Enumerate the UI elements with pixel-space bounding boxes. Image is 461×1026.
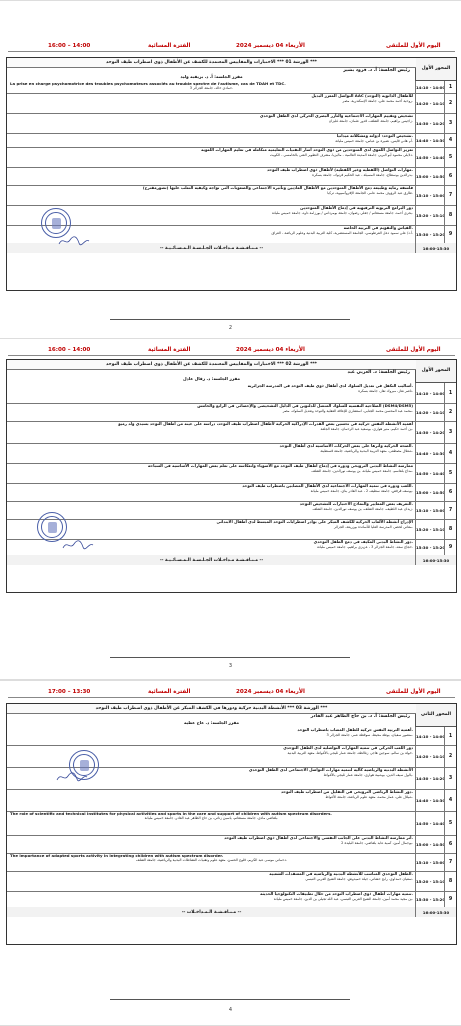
presentation-title: اللعب ودوره في تنمية المهارات الاجتماعية لدى الأطفال المصابين باضطراب طيف التوحد. (242, 483, 413, 488)
row-number: 2 (444, 403, 456, 421)
presentation-authors: أم هاني قايس، نصيرة بن عباس، جامعة خميس مليانة. (335, 138, 413, 143)
presentation-authors: بلقاضي مادي، جامعة مستغانم، ياسين زناتي، بن حاج الطاهر عبد القادر، جامعة خميس مليانة. (144, 816, 279, 821)
presentation-cell (7, 463, 416, 483)
time-range: 17:00 – 13:30 (48, 689, 91, 695)
axis-label: المحور الأول (415, 360, 456, 383)
presentation-cell (7, 113, 416, 133)
table-row (7, 501, 456, 520)
time-slot: 14:10 - 14:00 (415, 727, 445, 745)
presentation-cell (7, 185, 416, 205)
table-row (7, 113, 456, 134)
session-chair: رئيس الجلسة: أ. د. بن حاج الطاهر عبد القادر (310, 714, 410, 719)
row-number: 1 (444, 383, 456, 403)
row-number: 9 (444, 891, 456, 907)
presentation-title: تنمية مهارات أطفال ذوي اضطراب التوحد من خلال تطبيقات التكنولوجيا الحديثة. (260, 891, 413, 896)
presentation-title: تشخيص وتقييم المهارات الاجتماعية والتآزر البصري الحركي لدى الطفل التوحدي (259, 113, 413, 118)
page-header (0, 41, 461, 53)
presentation-title: أهمية التربية النفس حركية للطفل المصاب باضطراب التوحد. (297, 727, 413, 732)
presentation-authors: بن مجيد محمد أمين، جامعة الشيخ العربي التبسي، عبد الله تجيلي بن الدين، جامعة خميس مليانة. (273, 896, 413, 901)
presentation-title: تعزيز التواصل اللغوي لدى المتوحدين من ذوي التوحد أسار التقنيات التعليمية متكاملة في تعليم المهارات اللغوية (201, 147, 413, 152)
axis-label: المحور الثاني (415, 704, 456, 727)
presentation-authors: بن أحمد حكيم، منير هواري، بوسعيد عبد الرحمان، جامعة الجلفة. (320, 426, 413, 431)
table-row (7, 727, 456, 746)
presentation-title: القياس والتقويم في التربية الخاصة. (343, 225, 413, 230)
discussion-cell (7, 907, 416, 917)
period-label: الفترة المسائية (148, 347, 191, 353)
presentation-authors: دحماني موسى عبد الكريم، قلوج الحسن، معهد علوم وتقنيات النشاطات البدنية والرياضية، جامعة الشلف. (135, 858, 288, 863)
time-slot: 14:50 - 14:40 (415, 147, 445, 167)
time-slot: 15:00 - 14:50 (415, 835, 445, 853)
table-row (7, 463, 456, 484)
page-footer-line (110, 999, 350, 1000)
session-table (6, 703, 457, 945)
presentation-cell (7, 403, 416, 421)
presentation-title: La prise en charge psychomotrice des troubles psychomoteurs associés au trouble spectre de l'autisme, cas de TDAH et TDC. (10, 81, 286, 86)
row-number: 3 (444, 421, 456, 443)
row-number: 8 (444, 519, 456, 539)
presentation-title: أثر ممارسة النشاط البدني على الجانب النفسي والاجتماعي لدى أطفال ذوي اضطراب طيف التوحد. (224, 835, 413, 840)
time-slot: 14:40 - 14:30 (415, 443, 445, 463)
presentation-authors: حجاج سعد، جامعة الجزائر 3 ، عزيزي براهيم، جامعة خميس مليانة. (316, 544, 413, 549)
time-range: 16:00 – 14:00 (48, 347, 91, 353)
row-number: 2 (444, 93, 456, 113)
table-row (7, 383, 456, 404)
presentation-cell (7, 519, 416, 539)
header-divider (8, 51, 455, 52)
presentation-cell (7, 871, 416, 891)
presentation-cell (7, 891, 416, 907)
presentation-cell (7, 443, 416, 463)
row-number: 6 (444, 835, 456, 853)
presentation-title: تشخيص التوحد: أدواته ومشكلاته ميدانيا. (336, 133, 413, 138)
presentation-title: الصلاحية النفسية للسلوك المتصل للدلتوين في الدليل التشخيصي والإحصائي في الرابع والخامس (DSM4/DSM5) (197, 403, 413, 408)
day-label: الأربعاء 04 ديسمبر 2024 (236, 689, 305, 695)
presentation-cell (7, 421, 416, 443)
session-chair: رئيس الجلسة: د. العربي عبد (347, 370, 410, 375)
table-row (7, 871, 456, 892)
table-row (7, 443, 456, 464)
discussion-label: -- مـنـاقـشـة مـداخـلات الجـلـسـة الـمـسـائـيـة -- (159, 557, 264, 563)
presentation-cell (7, 147, 416, 167)
signature-icon (57, 234, 91, 248)
table-row (7, 835, 456, 854)
time-slot: 15:20 - 15:10 (415, 205, 445, 225)
presentation-authors: بحري أحمد، جامعة مستغانم / جغلي رضوان، جامعة بومرداس / بورزامة داود، جامعة خميس مليانة. (271, 210, 413, 215)
presentation-authors: زيدان عبد اللطيف، جامعة الشلف، بن يوسف نورالدين، جامعة الشلف. (312, 506, 413, 511)
page-header (0, 345, 461, 357)
axis-label: المحور الأول (415, 58, 456, 81)
session-secretary: مقرر الجلسة: د. زقال عادل (183, 376, 240, 381)
presentation-authors: يوسف قرفص، جامعة سطيف 2 ، عبد القادر بناي، جامعة خميس مليانة. (310, 488, 413, 493)
time-slot: 14:50 - 14:40 (415, 811, 445, 835)
discussion-time: 16:00-15:30 (415, 907, 456, 917)
session-table (6, 57, 457, 291)
discussion-time: 16:00-15:30 (415, 243, 456, 253)
row-number: 5 (444, 147, 456, 167)
conference-day-title: اليوم الأول للملتقى (386, 689, 441, 695)
time-slot: 14:10 - 14:00 (415, 383, 445, 403)
table-row (7, 147, 456, 168)
time-slot: 14:40 - 14:30 (415, 789, 445, 811)
presentation-title: The importance of adapted sports activity in integrating children with autism spectrum disorder. (10, 853, 224, 858)
time-slot: 14:40 - 14:30 (415, 133, 445, 147)
row-number: 3 (444, 767, 456, 789)
session-chair: رئيس الجلسة: أ. د. قرود بشير (343, 68, 410, 73)
row-number: 9 (444, 539, 456, 555)
presentation-title: ممارسة النشاط البدني الترويحي ودوره في إدماج أطفال طيف التوحد مع الأسوياء وانعكاسه على تعلم بعض المهارات الأساسية في السباحة (147, 463, 413, 468)
signature-icon (61, 538, 95, 552)
row-number: 8 (444, 205, 456, 225)
presentation-title: دور البرامج التربوية الترفيهية في إدماج الأطفال المتوحدين (300, 205, 413, 210)
presentation-authors: محمد عبد المحسن محمد الجنابي، استشاري للإعاقة العقلية والتوحد وتعديل السلوك، مصر. (282, 408, 413, 413)
session-table (6, 359, 457, 593)
table-row (7, 167, 456, 186)
day-label: الأربعاء 04 ديسمبر 2024 (236, 43, 305, 49)
time-slot: 15:00 - 14:50 (415, 167, 445, 185)
presentation-title: الطفل التوحدي المناسب للأنشطة البدنية والرياضية في المعتقدات الشعبية. (269, 871, 413, 876)
time-slot: 14:50 - 14:40 (415, 463, 445, 483)
discussion-row (7, 907, 456, 917)
page-number: 2 (228, 325, 233, 331)
presentation-title: الإدراج أنشطة الألعاب الحركية للكشف المبكر على بوادر اضطرابات التوحد المبسط لدى أطفال الابتدائي (216, 519, 413, 524)
time-slot: 15:30 - 15:20 (415, 891, 445, 907)
time-slot: 14:30 - 14:20 (415, 113, 445, 133)
row-number: 8 (444, 871, 456, 891)
presentation-title: الأنشطة البدنية والرياضية كآلية لتنمية مهارات التواصل الاجتماعي لدى الطفل التوحدي (248, 767, 413, 772)
table-row (7, 853, 456, 872)
presentation-cell (7, 383, 416, 403)
page-number: 3 (228, 663, 233, 669)
table-row (7, 133, 456, 148)
time-slot: 15:10 - 15:00 (415, 501, 445, 519)
row-number: 6 (444, 167, 456, 185)
presentation-authors: سفيان حمداوي، رابح حشاني، جيلة حميدوش، جامعة الشيخ العربي التبسي. (305, 876, 413, 881)
presentation-authors: مقاني لخضر، المدرسة العليا للأساتذة بوزريعة، الجزائر. (334, 524, 413, 529)
session-title: الورشة 01 *** الاختبارات والمقاييس المعتمدة للكشف عن الأطفال ذوي اضطراب طيف التوحد *** (7, 58, 416, 68)
presentation-authors: أ.د/ علي سمود دعل الفرطوسي، الجامعة المستنصرية، كلية التربية البدنية وعلوم الرياضة - العراق. (271, 230, 413, 235)
presentation-cell (7, 853, 416, 871)
row-number: 9 (444, 225, 456, 243)
header-divider (8, 697, 455, 698)
table-row (7, 421, 456, 444)
presentation-cell (7, 501, 416, 519)
discussion-label: -- مـنـاقـشـة الـمـداخـلات -- (181, 909, 242, 915)
discussion-row (7, 555, 456, 565)
page-header (0, 687, 461, 699)
program-page-3 (0, 680, 461, 1026)
presentation-cell (7, 483, 416, 501)
conference-day-title: اليوم الأول للملتقى (386, 43, 441, 49)
header-divider (8, 355, 455, 356)
presentation-cell (7, 133, 416, 147)
presentation-cell (7, 789, 416, 811)
time-slot: 14:30 - 14:20 (415, 767, 445, 789)
presentation-title: مهارات التواصل (اللفظية وغير اللفظية) لأطفال ذوي اضطراب طيف التوحد. (267, 167, 413, 172)
discussion-label: -- مـنـاقـشـة مـداخـلات الجـلـسـة الـمـسـائـيـة -- (159, 245, 264, 251)
time-slot: 15:20 - 15:10 (415, 519, 445, 539)
time-slot: 15:10 - 15:00 (415, 853, 445, 871)
presentation-title: دور اللعب الحركي في تنمية المهارات التواصلية لدى الطفل التوحدي (283, 745, 413, 750)
row-number: 4 (444, 789, 456, 811)
page-footer-line (110, 657, 350, 658)
session-secretary: مقرر الجلسة: أ. د. بريقبة وليد (180, 74, 243, 79)
time-slot: 14:30 - 14:20 (415, 421, 445, 443)
row-number: 2 (444, 745, 456, 767)
table-row (7, 789, 456, 812)
presentation-title: فلسفة رماية وطبيعة دمج الأطفال المتوحدين مع الأطفال العاديين وتأثيره الاجتماعي والصعوبات التي تواجه وكيفية التغلب عليها (تصورمقترح) (142, 185, 413, 190)
presentation-authors: طارق عبد الرؤوف محمد عامر، الجامعة الإفروآسيوية، تركيا. (327, 190, 413, 195)
session-title: الورشة 02 *** الاختبارات والمقاييس المعتمدة للكشف عن الأطفال ذوي اضطراب طيف التوحد *** (7, 360, 416, 370)
presentation-cell (7, 727, 416, 745)
conference-day-title: اليوم الأول للملتقى (386, 347, 441, 353)
row-number: 1 (444, 81, 456, 93)
table-row (7, 185, 456, 206)
presentation-authors: شعلال مصطفى، معهد التربية البدنية والرياضية، جامعة قسنطينة. (320, 448, 413, 453)
presentation-cell (7, 93, 416, 113)
table-row (7, 483, 456, 502)
time-slot: 15:10 - 15:00 (415, 185, 445, 205)
row-number: 7 (444, 853, 456, 871)
presentation-cell (7, 167, 416, 185)
presentation-authors: روحية أحمد محمد علي، جامعة الإسكندرية، مصر. (342, 98, 413, 103)
time-slot: 14:20 - 14:10 (415, 403, 445, 421)
presentation-title: أساليب التكفل في تعديل السلوك لدى أطفال ذوي طيف التوحد في المدرسة الجزائرية. (247, 383, 413, 388)
presentation-title: الصحة الحركية وأثرها على بعض الحركات الأساسية لدى أطفال التوحد. (279, 443, 413, 448)
presentation-authors: زاجيس براهيم، جامعة الشلف، قدور عثمان، جامعة غليزان. (328, 118, 413, 123)
time-slot: 15:20 - 15:10 (415, 871, 445, 891)
presentation-authors: بوجمال أمين، آسية عابد بلقاضي، جامعة البليدة 2. (341, 840, 413, 845)
period-label: الفترة المسائية (148, 689, 191, 695)
signature-icon (55, 770, 89, 784)
program-page-1 (0, 0, 461, 342)
page-footer-line (110, 319, 350, 320)
program-page-2 (0, 338, 461, 680)
presentation-title: أهمية الأنشطة النفس حركية في تحسين بعض القدرات الإدراكية الحركية لأطفال اضطراب طيف التوحد، دراسة على عينة من أطفال التوحد بسيدي ولد رميو (118, 421, 413, 426)
time-range: 16:00 – 14:00 (48, 43, 91, 49)
presentation-authors: شيلال علي، عمار محمد، معهد علوم الرياضة، جامعة الأغواط. (325, 794, 413, 799)
time-slot: 14:10 - 14:00 (415, 81, 445, 93)
presentation-authors: بدرالدين بوسطاح، جامعة المسيلة - عبد الحكيم فرنوك، جامعة بسكرة. (312, 172, 413, 177)
row-number: 6 (444, 483, 456, 501)
presentation-authors: حمادي خالد، جامعة الجزائر 3. (189, 86, 234, 91)
table-row (7, 519, 456, 540)
presentation-authors: منصور سفيان، بوطة محيط، سوقطة عمر، جامعة الجزائر 3. (326, 732, 413, 737)
presentation-authors: ناصر نقاز، مبروك تقاز، جامعة بسكرة. (358, 388, 413, 393)
time-slot: 14:20 - 14:10 (415, 745, 445, 767)
session-secretary: مقرر الجلسة: د. عاج عطية (183, 720, 240, 725)
time-slot: 15:30 - 15:20 (415, 539, 445, 555)
row-number: 7 (444, 501, 456, 519)
session-title: الورشة 03 *** الأنشطة البدنية حركية ودورها في الكشف المبكر عن الأطفال ذوي اضطراب طيف التوحد *** (7, 704, 416, 714)
row-number: 5 (444, 811, 456, 835)
presentation-cell (7, 811, 416, 835)
period-label: الفترة المسائية (148, 43, 191, 49)
presentation-title: التعريف بعض المعايير والنماذج الاختبارات للتشخيص التوحد. (299, 501, 413, 506)
presentation-authors: مداح بلقاسم، جامعة خميس مليانة، بن يوسف نورالدين، جامعة الشلف. (311, 468, 413, 473)
presentation-title: The role of scientific and technical institutes for physical activities and sports in the care and support of children with autism spectrum disorders. (10, 811, 332, 816)
table-row (7, 891, 456, 908)
row-number: 1 (444, 727, 456, 745)
row-number: 3 (444, 113, 456, 133)
presentation-title: دور النشاط البدني المكيف في دمج الطفل التوحدي. (313, 539, 413, 544)
discussion-time: 16:00-15:30 (415, 555, 456, 565)
table-row (7, 93, 456, 114)
presentation-title: التواصل المعزز البديل AAC للأطفال الذاتوية (التوحد) (311, 93, 413, 98)
presentation-authors: بالول سيف الدين، بوشيبة هواري، جامعة عمار ثليجي بالأغواط. (323, 772, 413, 777)
row-number: 5 (444, 463, 456, 483)
row-number: 7 (444, 185, 456, 205)
table-row (7, 205, 456, 226)
day-label: الأربعاء 04 ديسمبر 2024 (236, 347, 305, 353)
row-number: 4 (444, 443, 456, 463)
presentation-title: دور النشاط الرياضي الترويحي في التقليل من اضطراب طيف التوحد. (281, 789, 413, 794)
presentation-authors: دلايلي محمود أبو البرير، جامعة المدينة العالمية - ماليزيا، مشرف التطوير الفني بالخامسي - الكويت. (269, 152, 413, 157)
time-slot: 14:20 - 14:10 (415, 93, 445, 113)
presentation-cell (7, 835, 416, 853)
discussion-cell (7, 555, 416, 565)
table-row (7, 403, 456, 422)
time-slot: 15:00 - 14:50 (415, 483, 445, 501)
presentation-authors: خولة بن سالم، سوجين هاجر، زغالطة، جامعة عمار ثليجي بالأغواط، معهد التربية البدنية. (287, 750, 413, 755)
table-row (7, 811, 456, 836)
presentation-cell (7, 81, 416, 93)
time-slot: 15:30 - 15:20 (415, 225, 445, 243)
page-number: 4 (228, 1007, 233, 1013)
row-number: 4 (444, 133, 456, 147)
